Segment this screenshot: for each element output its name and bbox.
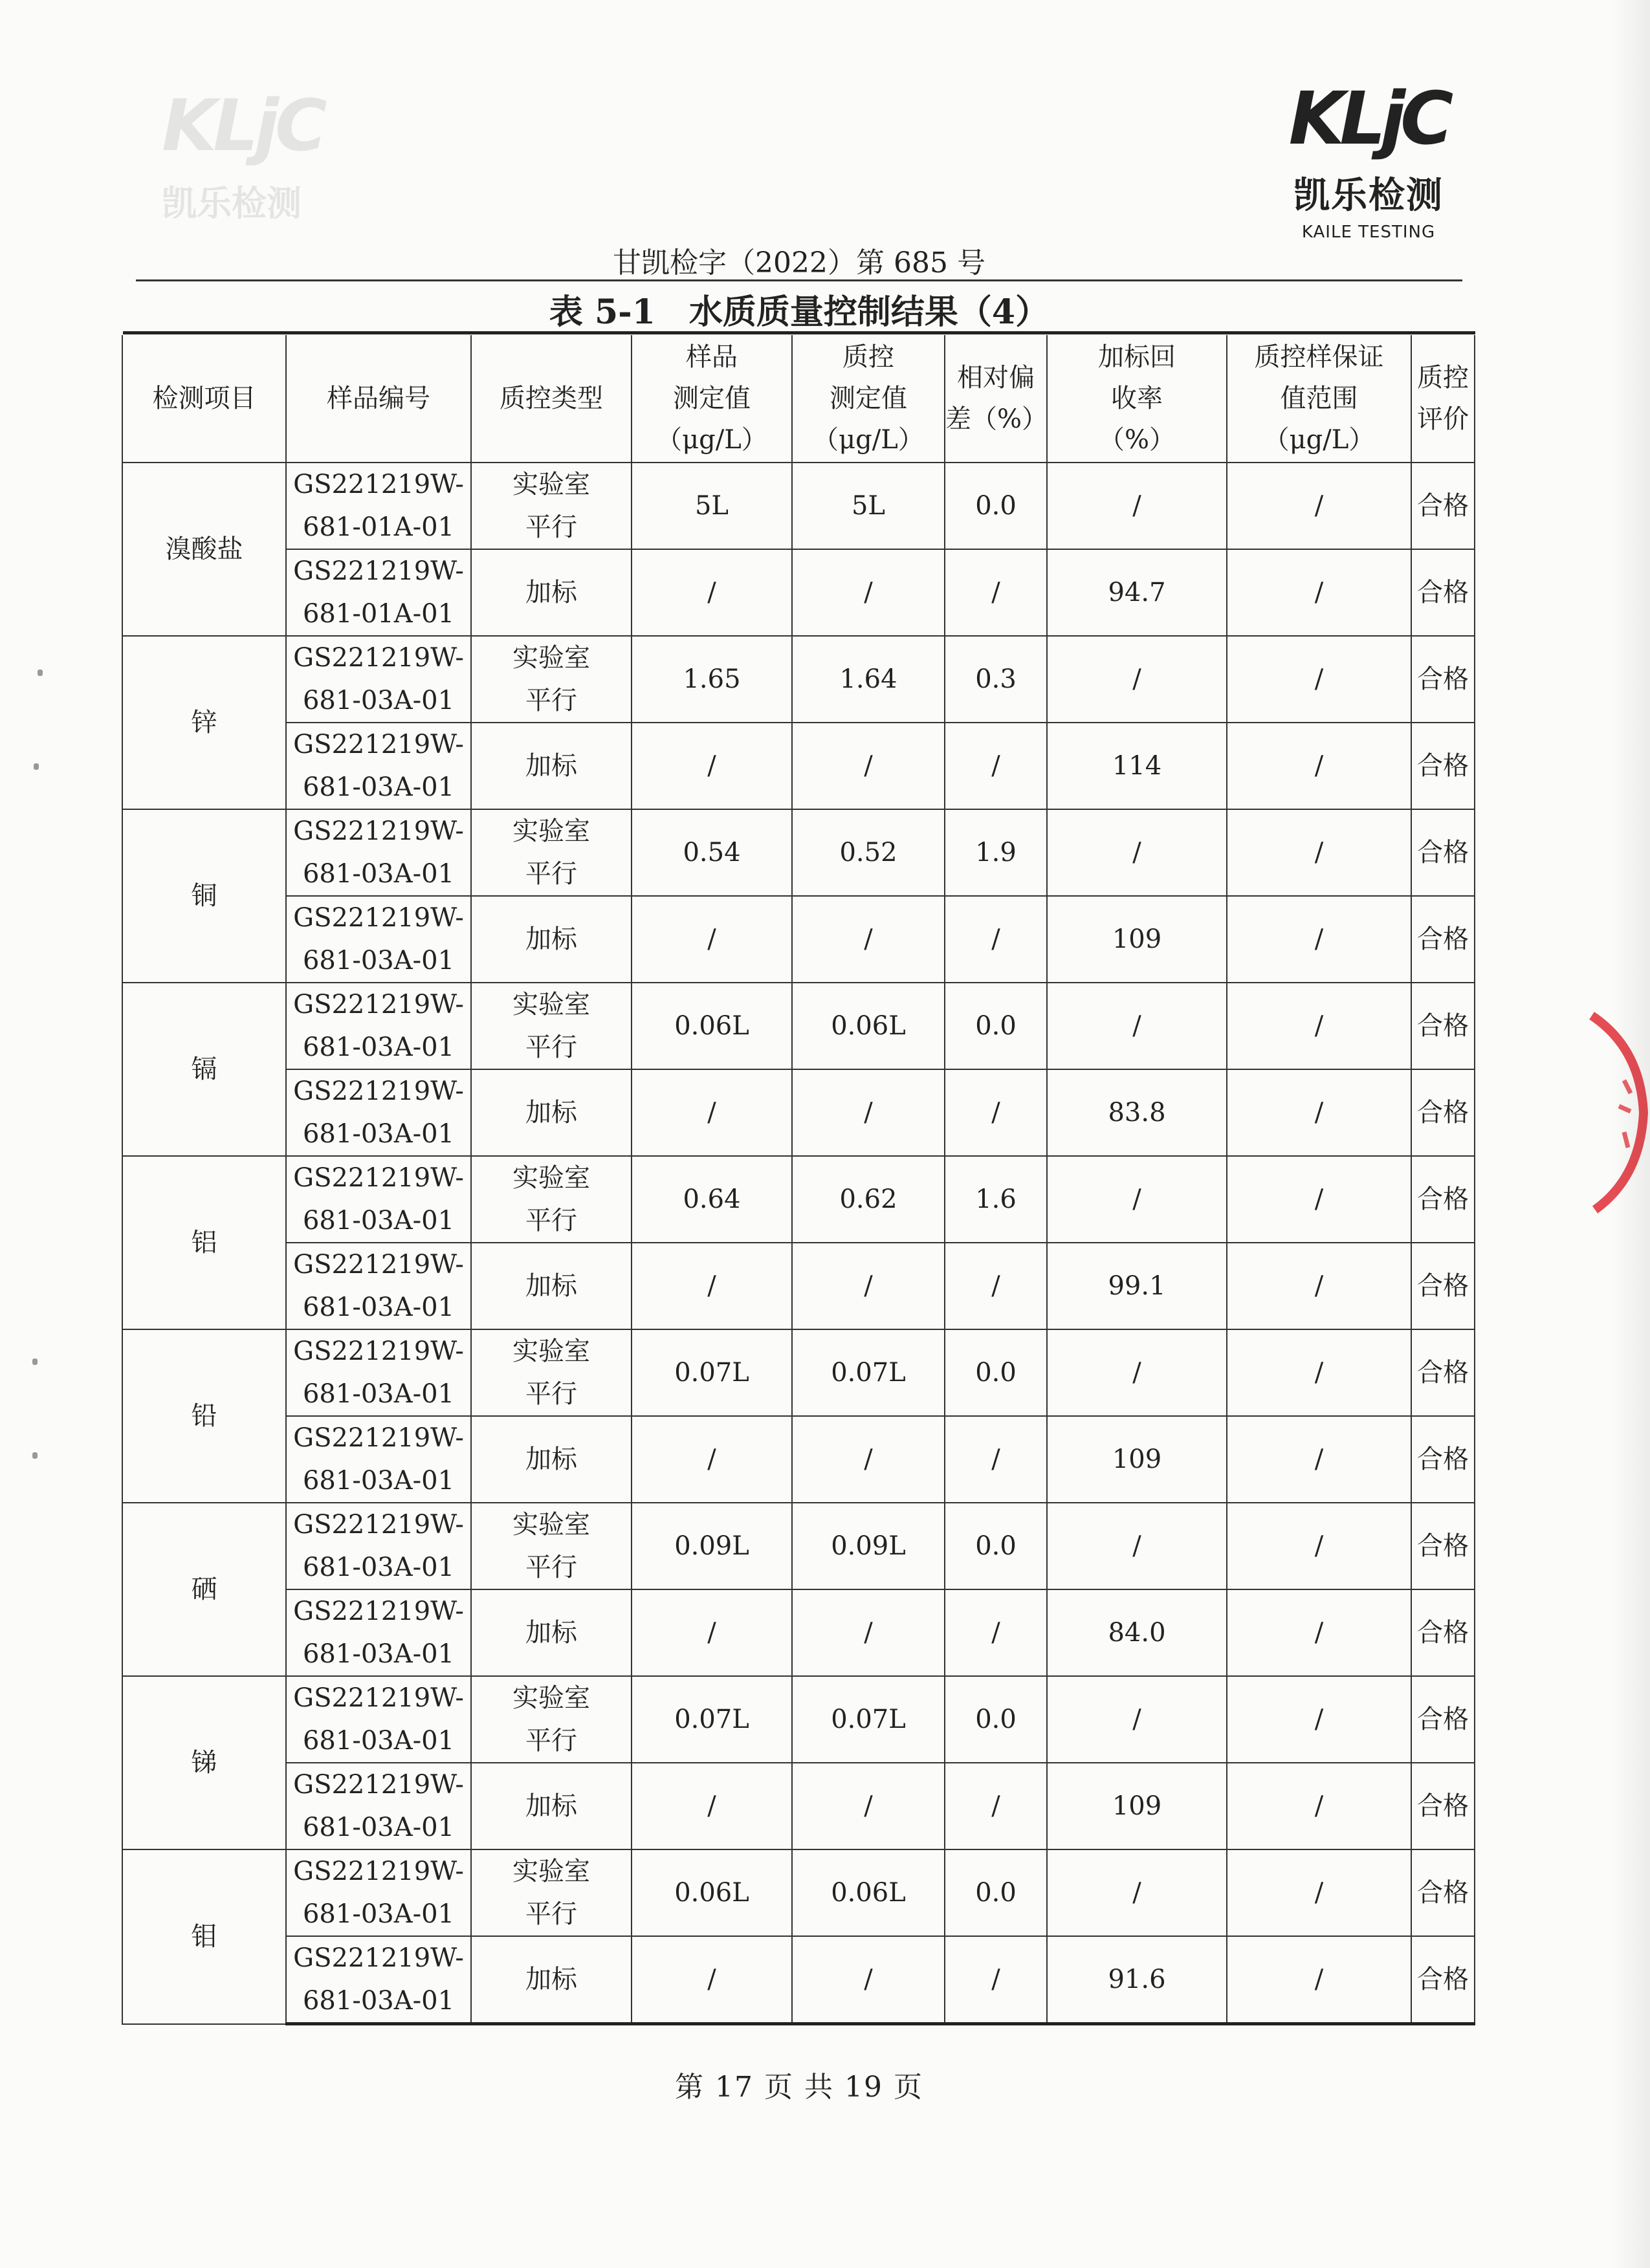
cell-guarantee-range: /	[1227, 1936, 1411, 2024]
table-row	[122, 1503, 1475, 1589]
cell-guarantee-range: /	[1227, 1589, 1411, 1676]
cell-qc-type: 实验室 平行	[471, 463, 632, 549]
header-relative-deviation: 相对偏 差（%）	[945, 335, 1047, 463]
cell-recovery: /	[1047, 809, 1227, 896]
table-header-row	[122, 335, 1475, 463]
table-row	[122, 1676, 1475, 1763]
cell-evaluation: 合格	[1411, 1936, 1475, 2024]
cell-qc-type: 实验室 平行	[471, 636, 632, 723]
cell-sample-id: GS221219W- 681-03A-01	[286, 1069, 471, 1156]
table-row	[122, 1589, 1475, 1676]
cell-sample-id: GS221219W- 681-01A-01	[286, 463, 471, 549]
table-row	[122, 549, 1475, 636]
cell-sample-value: /	[632, 1936, 792, 2024]
cell-recovery: /	[1047, 1676, 1227, 1763]
cell-recovery: /	[1047, 636, 1227, 723]
cell-recovery: 114	[1047, 723, 1227, 809]
bleed-through-mark: KLjC	[162, 84, 324, 167]
cell-evaluation: 合格	[1411, 463, 1475, 549]
table-title: 表 5-1 水质质量控制结果（4）	[549, 292, 1050, 332]
table-row	[122, 1849, 1475, 1936]
cell-item: 铅	[122, 1329, 286, 1503]
cell-qc-type: 加标	[471, 1936, 632, 2024]
cell-sample-id: GS221219W- 681-03A-01	[286, 896, 471, 983]
document-number: 甘凯检字（2022）第 685 号	[613, 246, 985, 279]
cell-sample-value: /	[632, 723, 792, 809]
cell-guarantee-range: /	[1227, 549, 1411, 636]
cell-qc-type: 加标	[471, 1069, 632, 1156]
cell-relative-deviation: 0.3	[945, 636, 1047, 723]
cell-sample-value: 0.64	[632, 1156, 792, 1243]
bleed-through-logo	[162, 84, 330, 239]
cell-sample-value: 1.65	[632, 636, 792, 723]
cell-qc-value: 0.62	[792, 1156, 945, 1243]
table-row	[122, 1069, 1475, 1156]
cell-sample-id: GS221219W- 681-03A-01	[286, 1676, 471, 1763]
cell-recovery: /	[1047, 1503, 1227, 1589]
cell-qc-type: 加标	[471, 1589, 632, 1676]
cell-qc-type: 加标	[471, 549, 632, 636]
cell-evaluation: 合格	[1411, 1589, 1475, 1676]
logo-name-cn: 凯乐检测	[1293, 175, 1444, 217]
cell-qc-value: 0.06L	[792, 1849, 945, 1936]
cell-guarantee-range: /	[1227, 896, 1411, 983]
table-row	[122, 636, 1475, 723]
cell-evaluation: 合格	[1411, 1329, 1475, 1416]
cell-guarantee-range: /	[1227, 983, 1411, 1069]
cell-sample-value: /	[632, 1763, 792, 1849]
header-qc-value: 质控 测定值 （μg/L）	[792, 335, 945, 463]
cell-evaluation: 合格	[1411, 1416, 1475, 1503]
bleed-through-name: 凯乐检测	[162, 183, 302, 224]
header-sample-id: 样品编号	[286, 335, 471, 463]
cell-recovery: /	[1047, 983, 1227, 1069]
cell-sample-value: 0.06L	[632, 1849, 792, 1936]
table-row	[122, 809, 1475, 896]
cell-recovery: 84.0	[1047, 1589, 1227, 1676]
cell-relative-deviation: 0.0	[945, 1503, 1047, 1589]
cell-qc-type: 加标	[471, 1763, 632, 1849]
cell-evaluation: 合格	[1411, 983, 1475, 1069]
cell-qc-type: 加标	[471, 896, 632, 983]
cell-relative-deviation: /	[945, 723, 1047, 809]
cell-recovery: 94.7	[1047, 549, 1227, 636]
cell-qc-value: 5L	[792, 463, 945, 549]
cell-item: 锌	[122, 636, 286, 809]
cell-item: 镉	[122, 983, 286, 1156]
header-rule	[136, 279, 1462, 281]
table-row	[122, 1763, 1475, 1849]
cell-guarantee-range: /	[1227, 1503, 1411, 1589]
header-guarantee-range: 质控样保证 值范围 （μg/L）	[1227, 335, 1411, 463]
cell-evaluation: 合格	[1411, 896, 1475, 983]
scan-speck	[38, 670, 43, 676]
cell-qc-value: 1.64	[792, 636, 945, 723]
cell-relative-deviation: /	[945, 1936, 1047, 2024]
logo-name-en: KAILE TESTING	[1301, 223, 1436, 242]
cell-relative-deviation: /	[945, 1589, 1047, 1676]
cell-sample-id: GS221219W- 681-03A-01	[286, 1329, 471, 1416]
header-evaluation: 质控 评价	[1411, 335, 1475, 463]
cell-sample-id: GS221219W- 681-03A-01	[286, 1156, 471, 1243]
cell-sample-id: GS221219W- 681-03A-01	[286, 1936, 471, 2024]
cell-qc-type: 实验室 平行	[471, 1329, 632, 1416]
table-row	[122, 723, 1475, 809]
cell-sample-id: GS221219W- 681-03A-01	[286, 723, 471, 809]
cell-relative-deviation: 1.6	[945, 1156, 1047, 1243]
cell-evaluation: 合格	[1411, 636, 1475, 723]
header-recovery: 加标回 收率 （%）	[1047, 335, 1227, 463]
cell-qc-type: 加标	[471, 1243, 632, 1329]
table-row	[122, 896, 1475, 983]
cell-qc-value: 0.07L	[792, 1329, 945, 1416]
cell-relative-deviation: /	[945, 1763, 1047, 1849]
cell-qc-value: 0.52	[792, 809, 945, 896]
cell-sample-value: 0.07L	[632, 1676, 792, 1763]
cell-qc-type: 实验室 平行	[471, 1503, 632, 1589]
cell-evaluation: 合格	[1411, 1156, 1475, 1243]
scan-speck	[34, 763, 39, 770]
table-row	[122, 1416, 1475, 1503]
header-qc-type: 质控类型	[471, 335, 632, 463]
table-row	[122, 1329, 1475, 1416]
cell-sample-id: GS221219W- 681-01A-01	[286, 549, 471, 636]
cell-sample-id: GS221219W- 681-03A-01	[286, 1763, 471, 1849]
cell-sample-value: 5L	[632, 463, 792, 549]
cell-qc-value: 0.09L	[792, 1503, 945, 1589]
cell-recovery: /	[1047, 1849, 1227, 1936]
cell-sample-id: GS221219W- 681-03A-01	[286, 983, 471, 1069]
cell-guarantee-range: /	[1227, 463, 1411, 549]
cell-guarantee-range: /	[1227, 809, 1411, 896]
cell-recovery: 91.6	[1047, 1936, 1227, 2024]
cell-evaluation: 合格	[1411, 1243, 1475, 1329]
cell-recovery: 109	[1047, 1763, 1227, 1849]
cell-item: 锑	[122, 1676, 286, 1849]
table-row	[122, 983, 1475, 1069]
cell-guarantee-range: /	[1227, 1849, 1411, 1936]
cell-qc-value: 0.07L	[792, 1676, 945, 1763]
logo-mark: KLjC	[1288, 77, 1449, 161]
cell-guarantee-range: /	[1227, 723, 1411, 809]
cell-sample-value: /	[632, 1589, 792, 1676]
cell-guarantee-range: /	[1227, 1416, 1411, 1503]
scan-speck	[32, 1358, 38, 1365]
cell-evaluation: 合格	[1411, 1763, 1475, 1849]
cell-recovery: /	[1047, 1156, 1227, 1243]
cell-relative-deviation: /	[945, 1243, 1047, 1329]
cell-sample-id: GS221219W- 681-03A-01	[286, 1589, 471, 1676]
cell-evaluation: 合格	[1411, 809, 1475, 896]
cell-qc-type: 实验室 平行	[471, 809, 632, 896]
cell-relative-deviation: 0.0	[945, 463, 1047, 549]
cell-qc-type: 加标	[471, 1416, 632, 1503]
table-body	[122, 463, 1475, 2024]
cell-recovery: /	[1047, 1329, 1227, 1416]
cell-sample-id: GS221219W- 681-03A-01	[286, 1416, 471, 1503]
cell-sample-id: GS221219W- 681-03A-01	[286, 1849, 471, 1936]
cell-relative-deviation: 0.0	[945, 1676, 1047, 1763]
cell-relative-deviation: /	[945, 549, 1047, 636]
cell-guarantee-range: /	[1227, 1243, 1411, 1329]
cell-item: 硒	[122, 1503, 286, 1676]
cell-relative-deviation: /	[945, 1069, 1047, 1156]
cell-recovery: /	[1047, 463, 1227, 549]
cell-relative-deviation: 0.0	[945, 1329, 1047, 1416]
cell-recovery: 109	[1047, 1416, 1227, 1503]
cell-sample-value: /	[632, 549, 792, 636]
cell-sample-value: 0.54	[632, 809, 792, 896]
cell-evaluation: 合格	[1411, 1676, 1475, 1763]
cell-qc-value: /	[792, 549, 945, 636]
cell-relative-deviation: 1.9	[945, 809, 1047, 896]
cell-qc-value: /	[792, 1936, 945, 2024]
cell-recovery: 109	[1047, 896, 1227, 983]
cell-qc-value: /	[792, 1069, 945, 1156]
cell-item: 铜	[122, 809, 286, 983]
cell-guarantee-range: /	[1227, 1329, 1411, 1416]
cell-qc-value: /	[792, 723, 945, 809]
cell-item: 铝	[122, 1156, 286, 1329]
table-row	[122, 1156, 1475, 1243]
cell-sample-value: 0.07L	[632, 1329, 792, 1416]
cell-recovery: 99.1	[1047, 1243, 1227, 1329]
cell-relative-deviation: 0.0	[945, 1849, 1047, 1936]
header-sample-value: 样品 测定值 （μg/L）	[632, 335, 792, 463]
cell-qc-value: 0.06L	[792, 983, 945, 1069]
table-row	[122, 1243, 1475, 1329]
cell-qc-type: 加标	[471, 723, 632, 809]
cell-sample-value: /	[632, 896, 792, 983]
cell-qc-type: 实验室 平行	[471, 1849, 632, 1936]
cell-evaluation: 合格	[1411, 1069, 1475, 1156]
cell-evaluation: 合格	[1411, 549, 1475, 636]
cell-qc-value: /	[792, 1763, 945, 1849]
company-logo	[1281, 77, 1456, 242]
cell-evaluation: 合格	[1411, 1503, 1475, 1589]
cell-qc-type: 实验室 平行	[471, 1676, 632, 1763]
cell-qc-type: 实验室 平行	[471, 983, 632, 1069]
page-footer: 第 17 页 共 19 页	[675, 2071, 923, 2104]
cell-qc-type: 实验室 平行	[471, 1156, 632, 1243]
scan-edge-shadow	[1611, 0, 1650, 2268]
cell-qc-value: /	[792, 1589, 945, 1676]
cell-evaluation: 合格	[1411, 1849, 1475, 1936]
cell-sample-value: /	[632, 1416, 792, 1503]
cell-item: 溴酸盐	[122, 463, 286, 636]
cell-sample-id: GS221219W- 681-03A-01	[286, 636, 471, 723]
cell-sample-value: 0.06L	[632, 983, 792, 1069]
cell-recovery: 83.8	[1047, 1069, 1227, 1156]
cell-guarantee-range: /	[1227, 1676, 1411, 1763]
scan-speck	[32, 1452, 38, 1459]
cell-qc-value: /	[792, 1243, 945, 1329]
cell-item: 钼	[122, 1849, 286, 2024]
cell-relative-deviation: /	[945, 896, 1047, 983]
cell-sample-value: /	[632, 1243, 792, 1329]
cell-sample-id: GS221219W- 681-03A-01	[286, 1243, 471, 1329]
cell-guarantee-range: /	[1227, 1156, 1411, 1243]
cell-sample-id: GS221219W- 681-03A-01	[286, 1503, 471, 1589]
header-item: 检测项目	[122, 335, 286, 463]
cell-guarantee-range: /	[1227, 1763, 1411, 1849]
cell-qc-value: /	[792, 896, 945, 983]
qc-results-table	[122, 335, 1475, 2025]
cell-relative-deviation: /	[945, 1416, 1047, 1503]
cell-relative-deviation: 0.0	[945, 983, 1047, 1069]
cell-sample-id: GS221219W- 681-03A-01	[286, 809, 471, 896]
cell-guarantee-range: /	[1227, 636, 1411, 723]
cell-sample-value: /	[632, 1069, 792, 1156]
cell-guarantee-range: /	[1227, 1069, 1411, 1156]
cell-qc-value: /	[792, 1416, 945, 1503]
table-top-rule	[123, 331, 1475, 334]
table-row	[122, 463, 1475, 549]
cell-sample-value: 0.09L	[632, 1503, 792, 1589]
cell-evaluation: 合格	[1411, 723, 1475, 809]
table-row	[122, 1936, 1475, 2024]
